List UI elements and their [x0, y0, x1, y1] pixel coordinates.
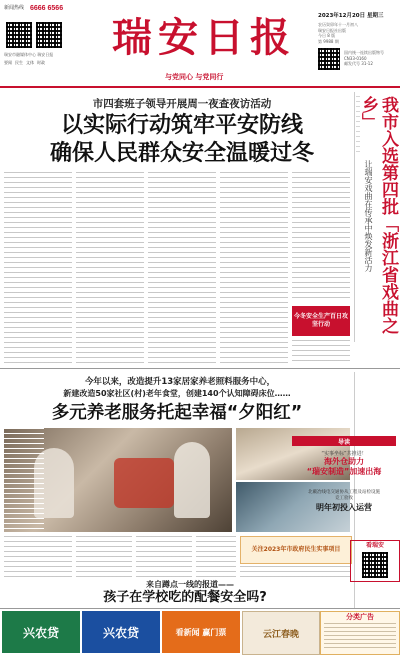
masthead-title: 瑞安日报 [112, 14, 296, 61]
ad-spring-gala[interactable] [242, 611, 320, 655]
issue-line: 今日 8 版 [318, 33, 336, 38]
issue-small-line: CN33-0160 [344, 55, 367, 61]
feature-body-col-1 [4, 536, 72, 580]
bottom-story-kicker: 来自蹲点一线的报道—— [146, 580, 234, 589]
hotline-number: 6666 6566 [30, 5, 64, 12]
guide-title-text: 导读 [337, 438, 350, 446]
guide-item-2-text: 北戴冶线电交通协从工程及站检设施 [308, 490, 380, 495]
header [0, 0, 400, 86]
lead-bottom-divider [0, 368, 400, 369]
header-nav [4, 60, 74, 66]
ad-classified-body [324, 623, 396, 651]
app-promo[interactable] [350, 540, 400, 582]
ad-spring-gala-text: 云江春晚 [262, 629, 299, 640]
feature-intro-col [4, 428, 44, 532]
qr-code-left-2 [36, 22, 62, 48]
qr-code-left-1 [6, 22, 32, 48]
campaign-banner[interactable] [292, 306, 350, 336]
feature-body-col-3 [136, 536, 192, 580]
ad-strip-divider [0, 608, 400, 609]
photo-figure [174, 442, 210, 518]
feature-body-col-5 [240, 566, 350, 580]
guide-item-2-sub: 竞工验收 [335, 496, 353, 501]
nav-item[interactable]: 要闻 [4, 60, 12, 65]
ad-classified[interactable] [320, 611, 400, 655]
ad-xingnong-2-text: 兴农贷 [102, 625, 139, 640]
lead-body-col-4 [220, 172, 288, 364]
lead-headline-2: 确保人民群众安全温暖过冬 [49, 141, 314, 166]
guide-item-1-kicker: “实事坐标”共推进！ [321, 451, 367, 457]
feature-kicker-2: 新建改造50家社区(村)老年食堂，创建140个认知障碍床位…… [63, 389, 291, 398]
guide-item-2-line: 明年初投入运营 [316, 503, 372, 512]
feature-inset[interactable] [240, 536, 352, 564]
ad-news-ticket[interactable] [162, 611, 240, 653]
lead-body-col-5b [292, 340, 350, 364]
side-divider [354, 92, 355, 342]
issue-line: 瑞安日报社出版 [318, 27, 346, 33]
issue-small [344, 50, 398, 67]
feature-inset-text: 关注2023年市政府民生实事项目 [251, 546, 341, 553]
photo-figure [114, 458, 174, 508]
qr-code-right [318, 48, 340, 70]
issue-date: 2023年12月20日 星期三 [318, 13, 384, 19]
feature-headline: 多元养老服务托起幸福“夕阳红” [51, 403, 303, 423]
lead-body-col-5 [292, 172, 350, 300]
feature-kicker-1: 今年以来，改造提升13家居家养老照料服务中心， [84, 377, 276, 387]
side-story-subtitle: 让瑞安戏曲在传承中焕发新活力 [364, 160, 373, 272]
feature-body-col-2 [76, 536, 132, 580]
guide-title [292, 436, 396, 446]
guide-item-2[interactable] [292, 490, 396, 513]
lead-kicker: 市四套班子领导开展周一夜查夜访活动 [92, 98, 272, 110]
slogan: 与党同心 与党同行 [165, 73, 224, 81]
issue-info [318, 22, 398, 44]
lead-body-col-1 [4, 172, 72, 364]
side-story-body [356, 96, 360, 156]
nav-item[interactable]: 文体 [26, 60, 34, 65]
nav-item[interactable]: 民生 [15, 60, 23, 65]
lead-body-col-2 [76, 172, 144, 364]
ad-news-ticket-text: 看新闻 赢门票 [175, 627, 227, 637]
bottom-story-headline: 孩子在学校吃的配餐安全吗? [103, 590, 267, 605]
lead-headline-1: 以实际行动筑牢平安防线 [60, 113, 303, 138]
lead-body-col-3 [148, 172, 216, 364]
header-divider [0, 86, 400, 88]
issue-line: 第 9988 期 [318, 38, 339, 44]
guide-item-1[interactable] [292, 450, 396, 477]
ad-xingnong-2[interactable] [82, 611, 160, 653]
app-qr-code [362, 552, 388, 578]
hotline-label: 新闻热线 [4, 5, 25, 11]
ad-classified-title: 分类广告 [346, 613, 374, 621]
ad-xingnong-1-text: 兴农贷 [22, 625, 59, 640]
nav-item[interactable]: 时政 [37, 60, 45, 65]
guide-item-1-line1: 海外仓助力 [324, 457, 364, 466]
feature-body-col-4 [196, 536, 236, 580]
issue-line: 农历癸卯年十一月初八 [318, 22, 358, 27]
ad-xingnong-1[interactable] [2, 611, 80, 653]
issue-small-line: 邮发代号 31-12 [344, 61, 373, 66]
guide-item-1-line2: “瑞安制造”加速出海 [306, 467, 382, 476]
side-story-headline: 我市入选第四批「浙江省戏曲之乡」 [358, 96, 398, 334]
app-promo-label: 看瑞安 [365, 542, 384, 549]
corner-text: 瑞安市融媒体中心 瑞安日报 [4, 52, 54, 57]
campaign-banner-text: 今冬安全生产百日攻坚行动 [294, 313, 349, 328]
issue-small-line: 国内统一连续出版物号 [344, 50, 384, 55]
